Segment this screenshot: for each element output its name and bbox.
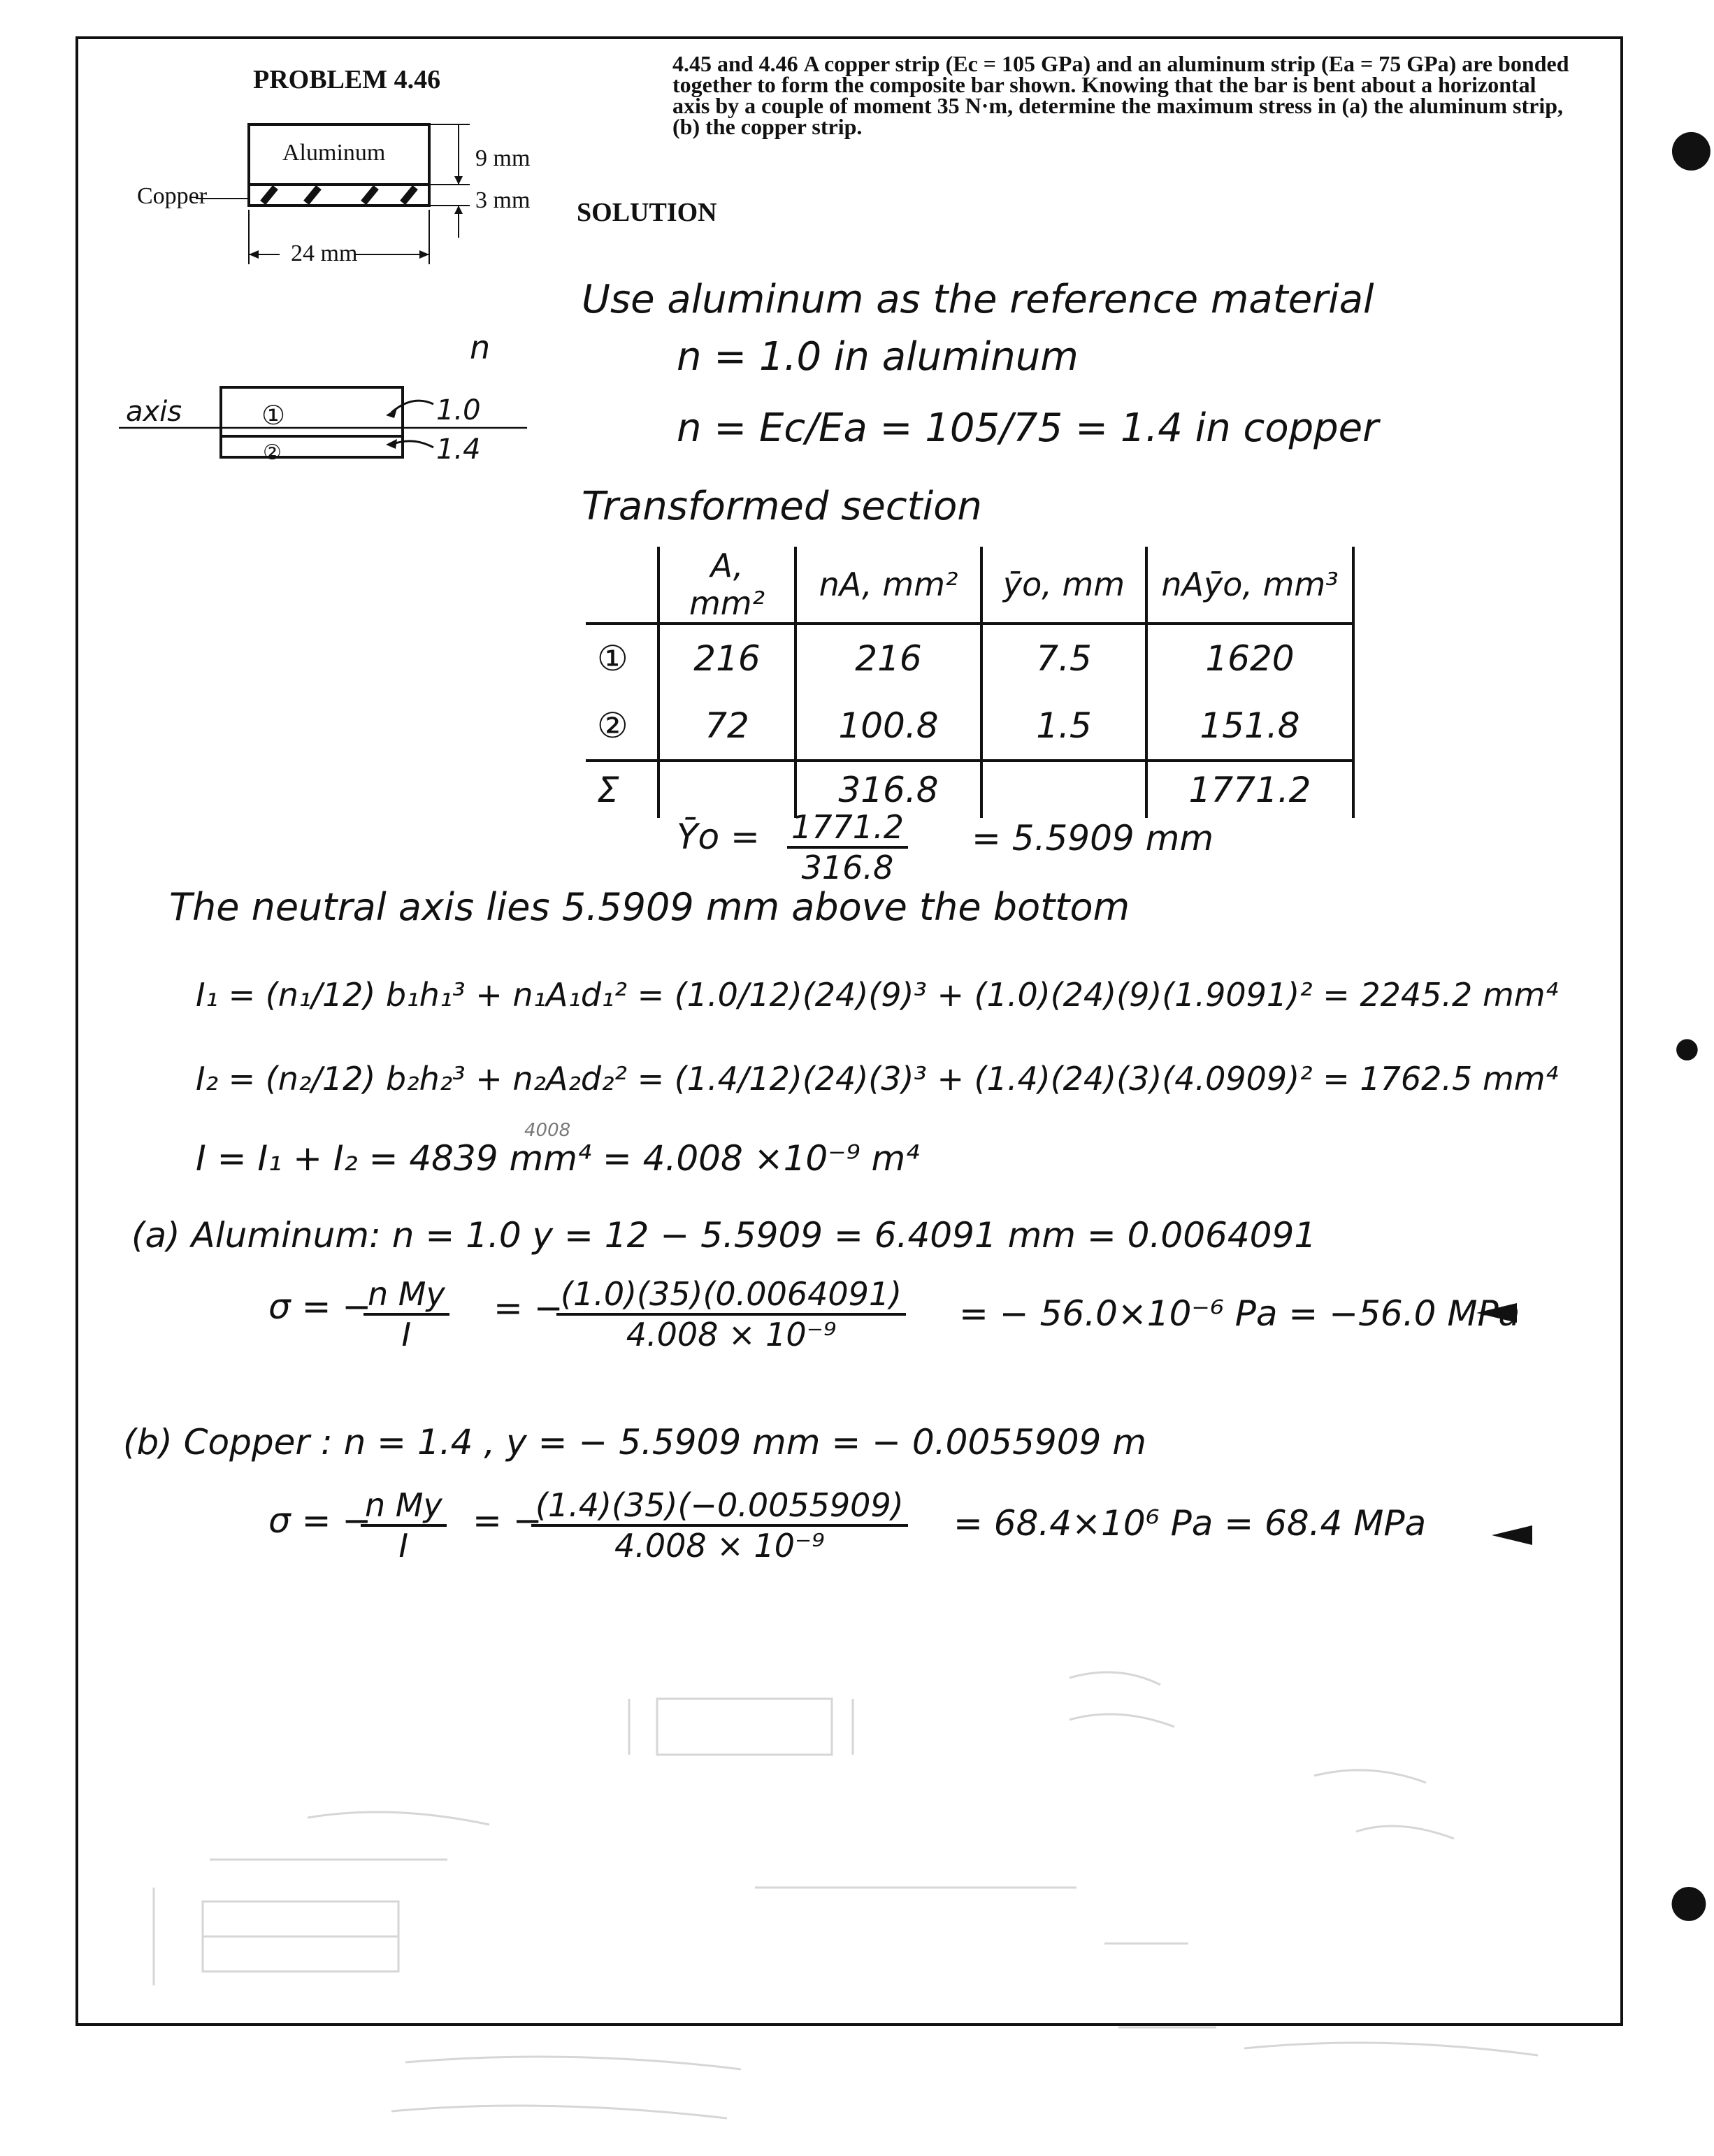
row-label: ① xyxy=(597,638,628,679)
cell-A: 72 xyxy=(658,692,795,761)
copper-label: Copper xyxy=(137,183,208,209)
part-b-eq: = − xyxy=(473,1500,542,1541)
solution-label: SOLUTION xyxy=(577,198,717,227)
problem-statement xyxy=(672,53,1574,137)
ybar-fraction xyxy=(787,808,908,886)
part-a-fraction-2 xyxy=(556,1275,906,1353)
part-a-result: = − 56.0×10⁻⁶ Pa = −56.0 MPa xyxy=(959,1293,1520,1334)
part-a-frac1-num: n My xyxy=(363,1275,449,1316)
cell-nAy: 151.8 xyxy=(1146,692,1353,761)
part-a-frac2-num: (1.0)(35)(0.0064091) xyxy=(556,1275,906,1316)
n-aluminum-line: n = 1.0 in aluminum xyxy=(677,334,1079,380)
part-b-frac2-den: 4.008 × 10⁻⁹ xyxy=(614,1527,825,1565)
I-total-line: I = I₁ + I₂ = 4839 mm⁴ = 4.008 ×10⁻⁹ m⁴ xyxy=(196,1138,920,1179)
cell-nAy: 1620 xyxy=(1146,624,1353,692)
sum-label: Σ xyxy=(586,761,658,818)
copper-strip xyxy=(249,185,429,206)
cell-y: 1.5 xyxy=(981,692,1146,761)
reference-material-line: Use aluminum as the reference material xyxy=(582,277,1374,322)
dim-24mm: 24 mm xyxy=(291,240,358,266)
faint-bleedthrough-sketch xyxy=(126,1594,1580,2139)
part-b-frac2-num: (1.4)(35)(−0.0055909) xyxy=(531,1486,908,1527)
answer-b-arrow-icon xyxy=(1492,1525,1532,1545)
neutral-axis-line: The neutral axis lies 5.5909 mm above the bottom xyxy=(169,885,1130,929)
table-row xyxy=(586,624,1353,692)
part-b-result: = 68.4×10⁶ Pa = 68.4 MPa xyxy=(953,1503,1427,1544)
col-header-nAy: nAȳo, mm³ xyxy=(1146,547,1353,624)
I-correction-note: 4008 xyxy=(524,1120,571,1141)
axis-label: axis xyxy=(126,396,182,428)
part-b-fraction-1 xyxy=(361,1486,447,1565)
statement-lead: 4.45 and 4.46 xyxy=(672,51,798,76)
part-b-header: (b) Copper : n = 1.4 , y = − 5.5909 mm = − 0.0055909 m xyxy=(123,1422,1146,1463)
binder-hole-mark-icon: ● xyxy=(1669,117,1713,176)
col-header-y: ȳo, mm xyxy=(981,547,1146,624)
part-a-frac1-den: I xyxy=(401,1316,412,1353)
transformed-section-heading: Transformed section xyxy=(582,484,982,529)
cell-nA: 216 xyxy=(795,624,981,692)
col-header-nA: nA, mm² xyxy=(795,547,981,624)
transformed-section-table xyxy=(586,547,1355,818)
I2-line: I₂ = (n₂/12) b₂h₂³ + n₂A₂d₂² = (1.4/12)(24)(3)³ + (1.4)(24)(3)(4.0909)² = 1762.5 mm⁴ xyxy=(196,1060,1559,1098)
table-row xyxy=(586,692,1353,761)
ybar-lhs: Ȳo = xyxy=(677,817,760,857)
part-a-sigma: σ = − xyxy=(268,1286,372,1327)
part-b-sigma: σ = − xyxy=(268,1500,372,1541)
dim-9mm: 9 mm xyxy=(475,145,531,171)
cell-A: 216 xyxy=(658,624,795,692)
aluminum-label: Aluminum xyxy=(282,140,386,166)
binder-hole-mark-icon: ● xyxy=(1675,1032,1699,1064)
binder-hole-mark-icon: ● xyxy=(1669,1875,1708,1927)
part2-marker: ② xyxy=(263,440,282,465)
table-sum-row xyxy=(586,761,1353,818)
table-header-row xyxy=(586,547,1353,624)
part-b-fraction-2 xyxy=(531,1486,908,1565)
col-header-A: A, mm² xyxy=(658,547,795,624)
part1-marker: ① xyxy=(261,400,286,431)
sum-nA: 316.8 xyxy=(795,761,981,818)
n-header: n xyxy=(470,329,491,366)
sum-nAy: 1771.2 xyxy=(1146,761,1353,818)
n2-value: 1.4 xyxy=(436,433,481,466)
answer-a-arrow-icon xyxy=(1476,1303,1517,1323)
ybar-denominator: 316.8 xyxy=(801,849,894,886)
part-b-frac1-den: I xyxy=(398,1527,409,1565)
statement-text: A copper strip (Ec = 105 GPa) and an aluminum strip (Ea = 75 GPa) are bonded together to form the composite bar shown. Knowing that the bar is bent about a horizontal axis by a couple of moment 35 N·m, determine the maximum stress in (a) the aluminum strip, (b) the copper strip. xyxy=(672,51,1569,139)
section-sketch xyxy=(105,378,552,489)
part-b-frac1-num: n My xyxy=(361,1486,447,1527)
part-a-fraction-1 xyxy=(363,1275,449,1353)
cell-nA: 100.8 xyxy=(795,692,981,761)
cell-y: 7.5 xyxy=(981,624,1146,692)
part-a-header: (a) Aluminum: n = 1.0 y = 12 − 5.5909 = 6.4091 mm = 0.0064091 xyxy=(131,1215,1317,1256)
I1-line: I₁ = (n₁/12) b₁h₁³ + n₁A₁d₁² = (1.0/12)(24)(9)³ + (1.0)(24)(9)(1.9091)² = 2245.2 mm⁴ xyxy=(196,976,1559,1014)
part-a-eq: = − xyxy=(494,1288,563,1328)
ybar-numerator: 1771.2 xyxy=(787,808,908,849)
n1-value: 1.0 xyxy=(436,394,481,426)
n-copper-line: n = Ec/Ea = 105/75 = 1.4 in copper xyxy=(677,405,1379,451)
ybar-result: = 5.5909 mm xyxy=(972,818,1214,858)
part-a-frac2-den: 4.008 × 10⁻⁹ xyxy=(626,1316,837,1353)
dim-3mm: 3 mm xyxy=(475,187,531,213)
row-label: ② xyxy=(597,705,628,746)
problem-title: PROBLEM 4.46 xyxy=(253,65,441,94)
